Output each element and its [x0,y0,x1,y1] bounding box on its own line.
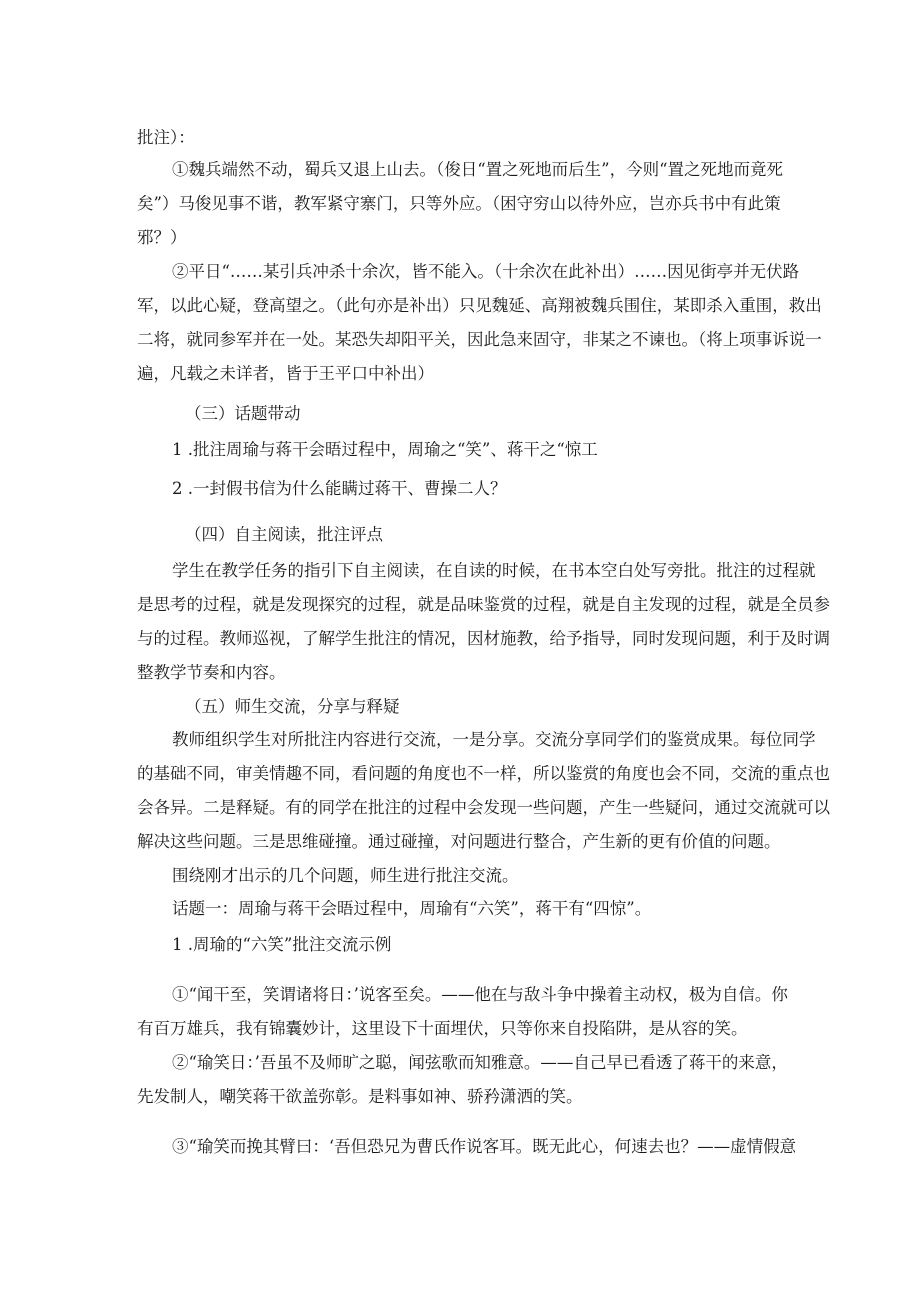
text-line: ②平日“……某引兵冲杀十余次，皆不能入。（十余次在此补出）……因见街亭并无伏路 [172,262,800,281]
text-line: 二将，就同参军并在一处。某恐失却阳平关，因此急来固守，非某之不谏也。（将上项事诉说一 [137,330,822,349]
text-line: 是思考的过程，就是发现探究的过程，就是品味鉴赏的过程，就是自主发现的过程，就是全员参 [137,595,830,614]
text-line: 学生在教学任务的指引下自主阅读，在自读的时候，在书本空白处写旁批。批注的过程就 [172,561,816,580]
text-line: 军，以此心疑，登高望之。（此句亦是补出）只见魏延、高翔被魏兵围住，某即杀入重围，救出 [137,296,822,315]
text-line: 邪？） [137,228,187,247]
list-item: 1 .批注周瑜与蒋干会晤过程中，周瑜之“笑”、蒋干之“惊工 [172,440,598,459]
text-line: 矣”）马俊见事不谐，教军紧守寨门，只等外应。（困守穷山以待外应，岂亦兵书中有此策 [137,194,781,213]
section-heading: （四）自主阅读，批注评点 [185,525,383,544]
text-line: ①“闻干至，笑谓诸将日：’说客至矣。——他在与敌斗争中操着主动权，极为自信。你 [172,985,788,1004]
list-item: 1 .周瑜的“六笑”批注交流示例 [172,935,392,954]
text-line: 会各异。二是释疑。有的同学在批注的过程中会发现一些问题，产生一些疑问，通过交流就可以 [137,798,830,817]
section-heading: （三）话题带动 [185,404,301,423]
list-item: 2 .一封假书信为什么能瞒过蒋干、曹操二人？ [172,479,507,498]
text-line: ②“瑜笑日：’吾虽不及师旷之聪，闻弦歌而知雅意。——自己早已看透了蒋干的来意， [172,1053,788,1072]
text-line: 与的过程。教师巡视，了解学生批注的情况，因材施教，给予指导，同时发现问题，利于及时调 [137,629,830,648]
text-line: 解决这些问题。三是思维碰撞。通过碰撞，对问题进行整合，产生新的更有价值的问题。 [137,832,781,851]
text-line: 批注）： [137,128,195,147]
text-line: 遍，凡载之未详者，皆于王平口中补出） [137,364,434,383]
text-line: 教师组织学生对所批注内容进行交流，一是分享。交流分享同学们的鉴赏成果。每位同学 [172,730,816,749]
text-line: 先发制人，嘲笑蒋干欲盖弥彰。是料事如神、骄矜潇洒的笑。 [137,1087,583,1106]
section-heading: （五）师生交流，分享与释疑 [185,697,400,716]
text-line: ③“瑜笑而挽其臂曰：‘吾但恐兄为曹氏作说客耳。既无此心，何速去也？——虚情假意 [172,1137,797,1156]
text-line: 整教学节奏和内容。 [137,663,286,682]
text-line: 有百万雄兵，我有锦囊妙计，这里设下十面埋伏，只等你来自投陷阱，是从容的笑。 [137,1019,748,1038]
text-line: 的基础不同，审美情趣不同，看问题的角度也不一样，所以鉴赏的角度也会不同，交流的重点也 [137,764,830,783]
text-line: 话题一：周瑜与蒋干会晤过程中，周瑜有“六笑”，蒋干有“四惊”。 [172,899,652,918]
text-line: ①魏兵端然不动，蜀兵又退上山去。（俊日“置之死地而后生”，今则“置之死地而竟死 [172,160,784,179]
text-line: 围绕刚才出示的几个问题，师生进行批注交流。 [172,866,519,885]
